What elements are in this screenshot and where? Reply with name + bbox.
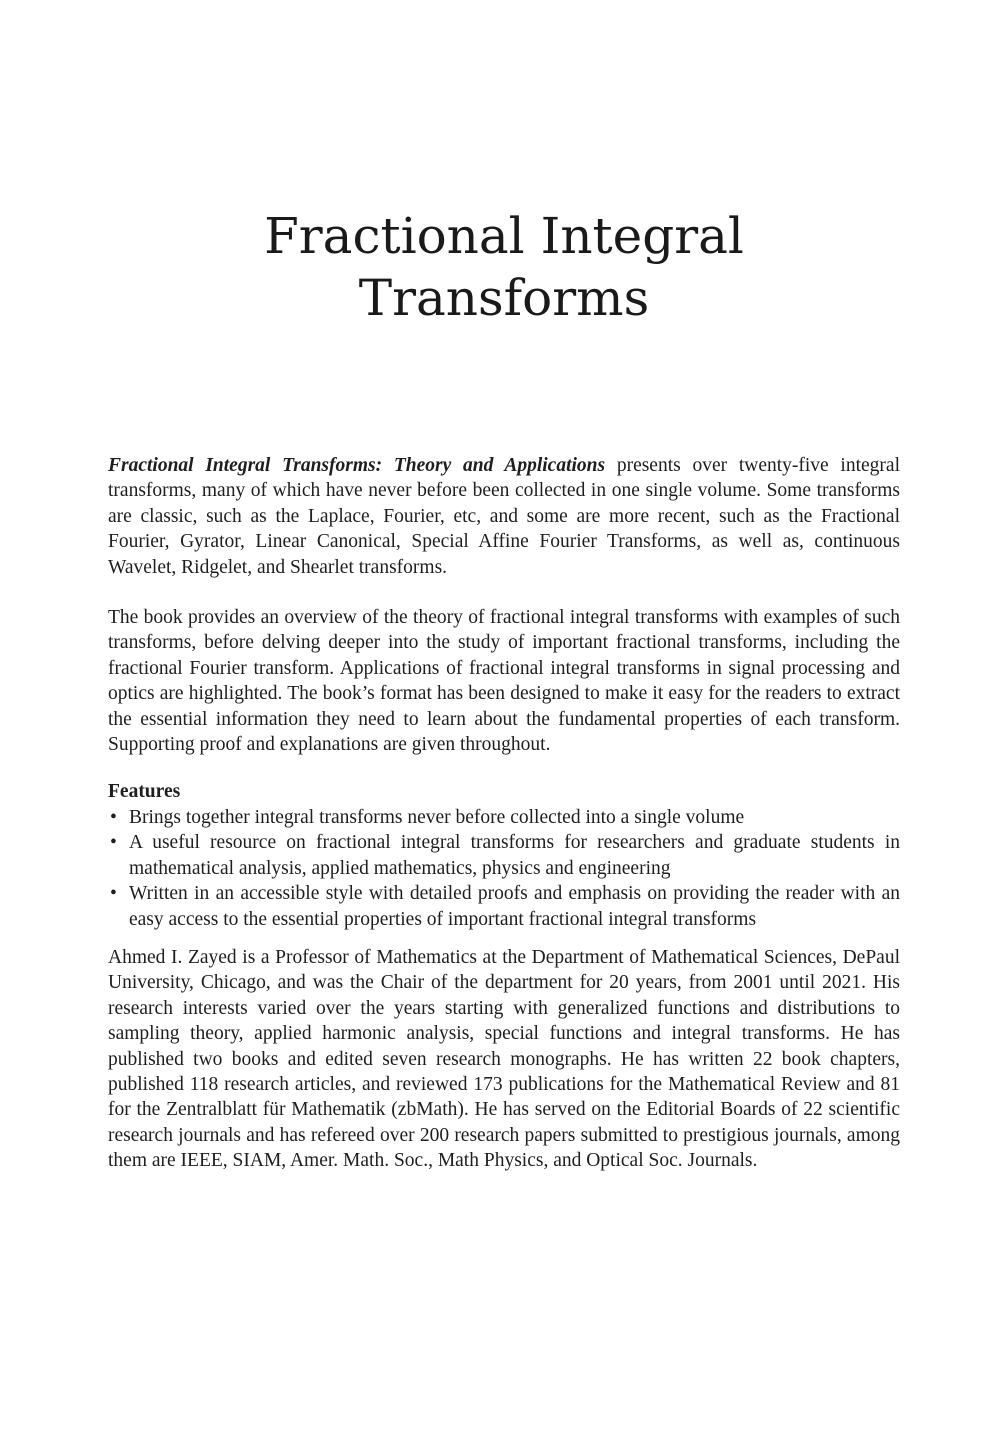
features-list bbox=[108, 805, 900, 932]
bullet-icon: • bbox=[110, 832, 117, 854]
book-title bbox=[0, 205, 1008, 329]
author-bio-paragraph: Ahmed I. Zayed is a Professor of Mathematics at the Department of Mathematical Sciences, DePaul University, Chicago, and was the Chair of the department for 20 years, from 2001 until 2021. His research interests varied over the years starting with generalized functions and distributions to sampling theory, applied harmonic analysis, special functions and integral transforms. He has published two books and edited seven research monographs. He has written 22 book chapters, published 118 research articles, and reviewed 173 publications for the Mathematical Review and 81 for the Zentralblatt für Mathematik (zbMath). He has served on the Editorial Boards of 22 scientific research journals and has refereed over 200 research papers submitted to prestigious journals, among them are IEEE, SIAM, Amer. Math. Soc., Math Physics, and Optical Soc. Journals. bbox=[108, 946, 900, 1172]
list-item bbox=[108, 881, 900, 932]
bullet-icon: • bbox=[110, 883, 117, 905]
feature-text: Brings together integral transforms never before collected into a single volume bbox=[129, 806, 745, 828]
overview-paragraph: The book provides an overview of the theory of fractional integral transforms with examples of such transforms, before delving deeper into the study of important fractional transforms, including the fractional Fourier transform. Applications of fractional integral transforms in signal processing and optics are highlighted. The book’s format has been designed to make it easy for the readers to extract the essential information they need to learn about the fundamental properties of each transform. Supporting proof and explanations are given throughout. bbox=[108, 607, 900, 756]
feature-text: A useful resource on fractional integral transforms for researchers and graduate students in mathematical analysis, applied mathematics, physics and engineering bbox=[129, 832, 900, 879]
intro-text: presents over twenty-five integral transforms, many of which have never before been collected in one single volume. Some transforms are classic, such as the Laplace, Fourier, etc, and some are more recent, such as the Fractional Fourier, Gyrator, Linear Canonical, Special Affine Fourier Transforms, as well as, continuous Wavelet, Ridgelet, and Shearlet transforms. bbox=[108, 455, 900, 578]
cover-description bbox=[108, 453, 900, 1174]
book-title-line-2: Transforms bbox=[358, 269, 650, 327]
feature-text: Written in an accessible style with detailed proofs and emphasis on providing the reader with an easy access to the essential properties of important fractional integral transforms bbox=[129, 883, 900, 930]
intro-book-title: Fractional Integral Transforms: Theory and Applications bbox=[108, 455, 606, 476]
book-title-line-1: Fractional Integral bbox=[264, 207, 744, 265]
intro-paragraph bbox=[108, 453, 900, 580]
bullet-icon: • bbox=[110, 806, 117, 828]
list-item bbox=[108, 830, 900, 881]
list-item bbox=[108, 805, 900, 830]
features-heading: Features bbox=[108, 781, 181, 803]
